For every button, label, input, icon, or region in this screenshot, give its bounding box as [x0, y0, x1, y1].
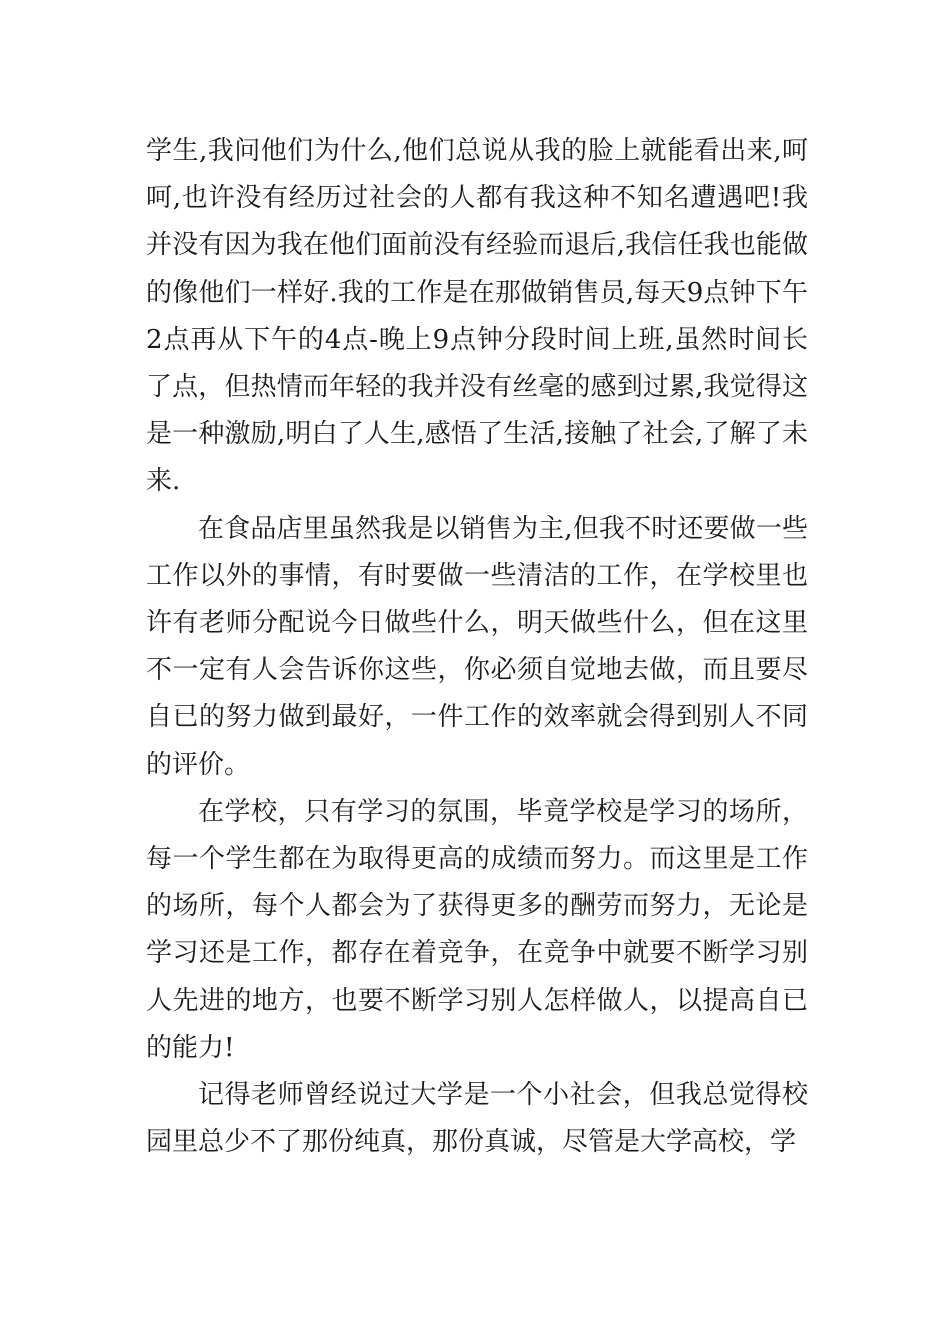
paragraph-3: 在学校，只有学习的氛围，毕竟学校是学习的场所，每一个学生都在为取得更高的成绩而努力。而这里是工作的场所，每个人都会为了获得更多的酬劳而努力，无论是学习还是工作，都存在着竞争，在竞争中就要不断学习别人先进的地方，也要不断学习别人怎样做人，以提高自已的能力! [146, 796, 808, 1063]
paragraph-2: 在食品店里虽然我是以销售为主,但我不时还要做一些工作以外的事情，有时要做一些清洁的工作，在学校里也许有老师分配说今日做些什么，明天做些什么，但在这里不一定有人会告诉你这些，你必须自觉地去做，而且要尽自已的努力做到最好，一件工作的效率就会得到别人不同的评价。 [146, 513, 808, 780]
paragraph-4: 记得老师曾经说过大学是一个小社会，但我总觉得校园里总少不了那份纯真，那份真诚，尽管是大学高校，学 [146, 1080, 808, 1158]
paragraph-1: 学生,我问他们为什么,他们总说从我的脸上就能看出来,呵呵,也许没有经历过社会的人都有我这种不知名遭遇吧!我并没有因为我在他们面前没有经验而退后,我信任我也能做的像他们一样好.我的工作是在那做销售员,每天9点钟下午2点再从下午的4点-晚上9点钟分段时间上班,虽然时间长了点，但热情而年轻的我并没有丝毫的感到过累,我觉得这是一种激励,明白了人生,感悟了生活,接触了社会,了解了未来. [146, 136, 808, 497]
document-body [146, 128, 808, 1166]
